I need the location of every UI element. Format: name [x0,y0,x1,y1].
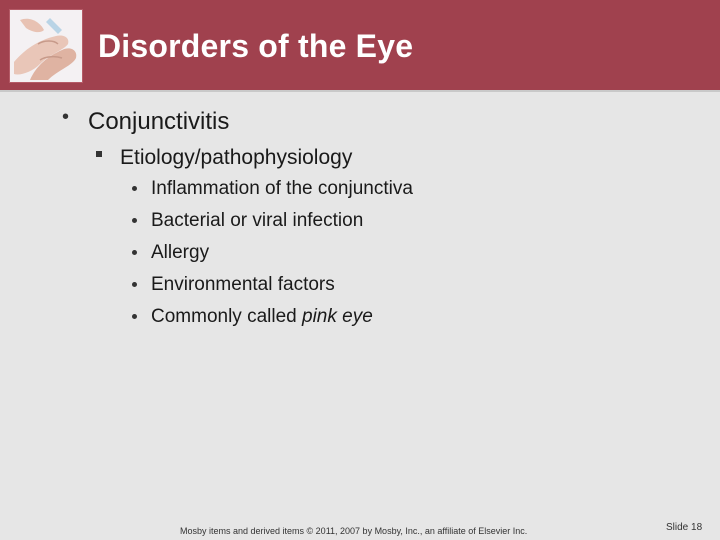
list-item-emphasis: pink eye [302,306,373,327]
slide-number: Slide 18 [666,522,703,533]
list-item-text: Allergy [151,242,210,263]
list-item-text-plain: Commonly called [151,306,302,327]
bullet-dot-icon [132,314,137,319]
list-item-text: Inflammation of the conjunctiva [151,178,413,199]
copyright-footer: Mosby items and derived items © 2011, 2007 by Mosby, Inc., an affiliate of Elsevier Inc. [180,526,528,536]
bullet-dot-icon [132,218,137,223]
bullet-dot-icon: • [62,106,70,128]
list-item-text: Bacterial or viral infection [151,210,364,231]
slide-title: Disorders of the Eye [98,28,414,64]
bullet-dot-icon [132,282,137,287]
list-item-text [151,306,373,328]
bullet-level1-text: Conjunctivitis [88,108,230,135]
bullet-square-icon [96,151,102,157]
hands-photo-icon [9,9,83,83]
list-item-text: Environmental factors [151,274,335,295]
bullet-level2-text: Etiology/pathophysiology [120,146,353,169]
title-divider [0,90,720,92]
bullet-dot-icon [132,186,137,191]
bullet-dot-icon [132,250,137,255]
